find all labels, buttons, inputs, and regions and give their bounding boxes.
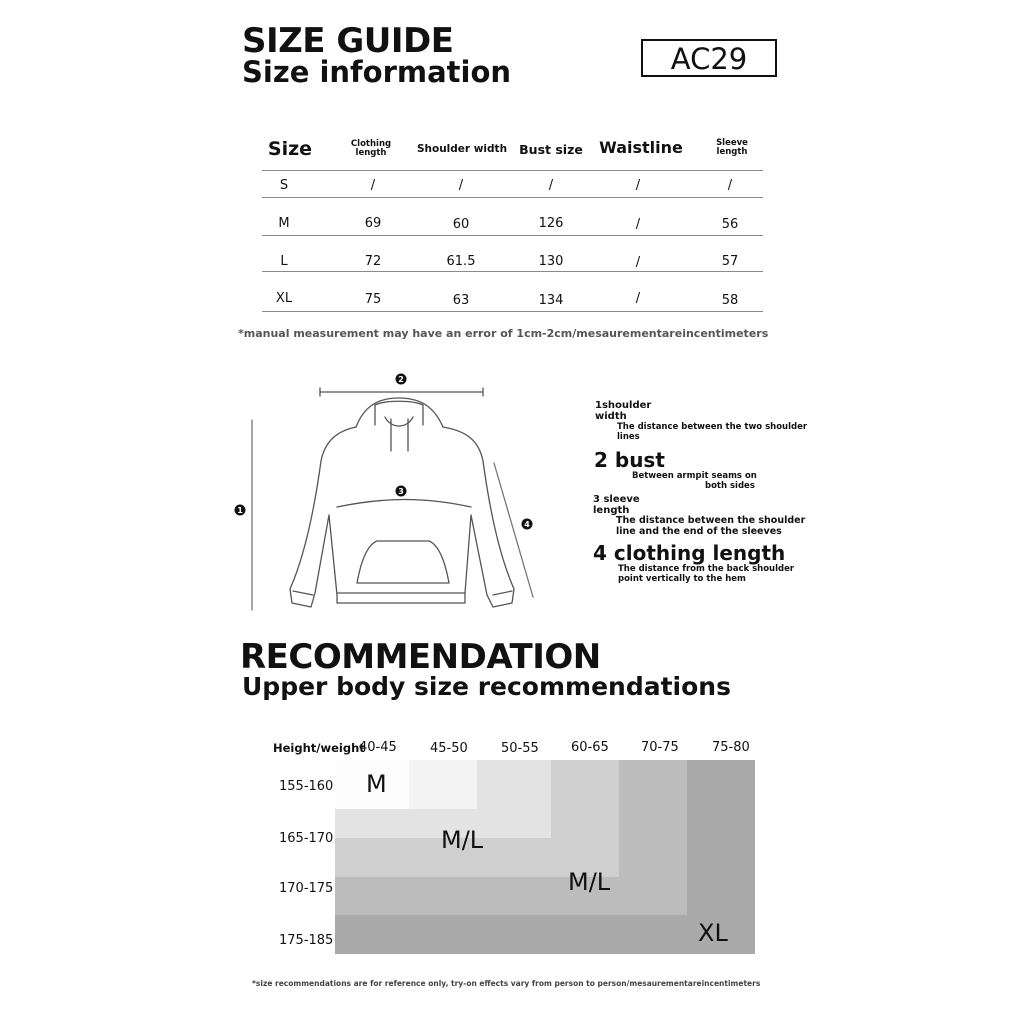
marker-label-3: 3 xyxy=(398,487,404,496)
table-rule xyxy=(262,197,763,198)
table-cell: / xyxy=(635,291,641,306)
table-rule xyxy=(262,235,763,236)
table-cell: 56 xyxy=(721,217,739,232)
legend-1-title: 1shoulder xyxy=(595,400,652,411)
table-cell: 130 xyxy=(538,254,564,269)
legend-3-desc: line and the end of the sleeves xyxy=(616,526,782,537)
legend-1-desc: lines xyxy=(617,432,640,442)
legend-4-title: 4 clothing length xyxy=(593,541,786,565)
page-subtitle: Size information xyxy=(242,55,512,89)
weight-header: 70-75 xyxy=(641,740,679,755)
table-cell: 58 xyxy=(721,293,739,308)
table-rule xyxy=(262,311,763,312)
table-cell: 75 xyxy=(364,292,382,307)
weight-header: 50-55 xyxy=(501,741,539,756)
legend-1-desc: The distance between the two shoulder xyxy=(617,422,808,432)
legend-2-title: 2 bust xyxy=(594,448,665,472)
table-rule xyxy=(262,271,763,272)
weight-header: 75-80 xyxy=(712,740,750,755)
hoodie-diagram xyxy=(225,365,555,620)
measurement-note: *manual measurement may have an error of 1cm-2cm/mesaurementareincentimeters xyxy=(238,327,769,340)
table-cell: 61.5 xyxy=(446,254,476,269)
marker-label-4: 4 xyxy=(524,520,530,529)
zone-label-ml: M/L xyxy=(441,826,484,854)
legend-3-desc: The distance between the shoulder xyxy=(616,515,806,526)
weight-header: 60-65 xyxy=(571,740,609,755)
table-cell: 63 xyxy=(452,293,470,308)
table-cell: / xyxy=(727,178,733,193)
zone-label-ml: M/L xyxy=(568,868,611,896)
column-header-sleeve-length: Sleeve length xyxy=(716,138,748,157)
table-cell-size: M xyxy=(278,216,290,231)
column-header-waistline: Waistline xyxy=(599,138,683,157)
table-cell: 126 xyxy=(538,216,564,231)
table-cell: / xyxy=(635,255,641,270)
recommendation-title: RECOMMENDATION xyxy=(240,637,601,677)
table-cell: / xyxy=(635,178,641,193)
table-cell: / xyxy=(548,178,554,193)
zone-label-xl: XL xyxy=(698,919,728,947)
recommendation-note: *size recommendations are for reference only, try-on effects vary from person to person/mesaurementareincentimeters xyxy=(252,979,761,988)
column-header-shoulder-width: Shoulder width xyxy=(416,143,508,155)
legend-2-desc: Between armpit seams on xyxy=(632,471,757,481)
weight-header: 40-45 xyxy=(359,740,397,755)
table-cell: / xyxy=(458,178,464,193)
height-label: 155-160 xyxy=(279,779,334,794)
table-cell: 60 xyxy=(452,217,470,232)
table-cell-size: L xyxy=(280,254,288,269)
table-cell-size: XL xyxy=(275,291,293,306)
legend-2-desc: both sides xyxy=(705,481,755,491)
table-cell: / xyxy=(635,217,641,232)
height-label: 175-185 xyxy=(279,933,334,948)
table-cell: 72 xyxy=(364,254,382,269)
legend-3-title: length xyxy=(593,505,630,516)
marker-label-2: 2 xyxy=(398,375,404,384)
legend-4-desc: point vertically to the hem xyxy=(618,574,746,584)
page-title: SIZE GUIDE xyxy=(242,21,454,61)
height-label: 170-175 xyxy=(279,881,334,896)
recommendation-subtitle: Upper body size recommendations xyxy=(242,672,731,701)
column-header-size: Size xyxy=(267,138,313,160)
column-header-clothing-length: Clothing length xyxy=(350,139,392,158)
table-cell: 57 xyxy=(721,254,739,269)
weight-header: 45-50 xyxy=(430,741,468,756)
height-label: 165-170 xyxy=(279,831,334,846)
legend-3-title: 3 sleeve xyxy=(593,494,640,505)
product-code-badge: AC29 xyxy=(641,39,777,77)
corner-label: Height/weight xyxy=(273,741,365,755)
table-cell: / xyxy=(370,178,376,193)
table-cell: 69 xyxy=(364,216,382,231)
zone-label-m: M xyxy=(366,770,387,798)
table-cell: 134 xyxy=(538,293,564,308)
diagram-markers xyxy=(235,374,533,530)
marker-label-1: 1 xyxy=(237,506,243,515)
table-rule xyxy=(262,170,763,171)
table-cell-size: S xyxy=(279,178,289,193)
column-header-bust-size: Bust size xyxy=(519,142,583,157)
legend-1-title: width xyxy=(595,411,627,422)
legend-4-desc: The distance from the back shoulder xyxy=(618,564,795,574)
